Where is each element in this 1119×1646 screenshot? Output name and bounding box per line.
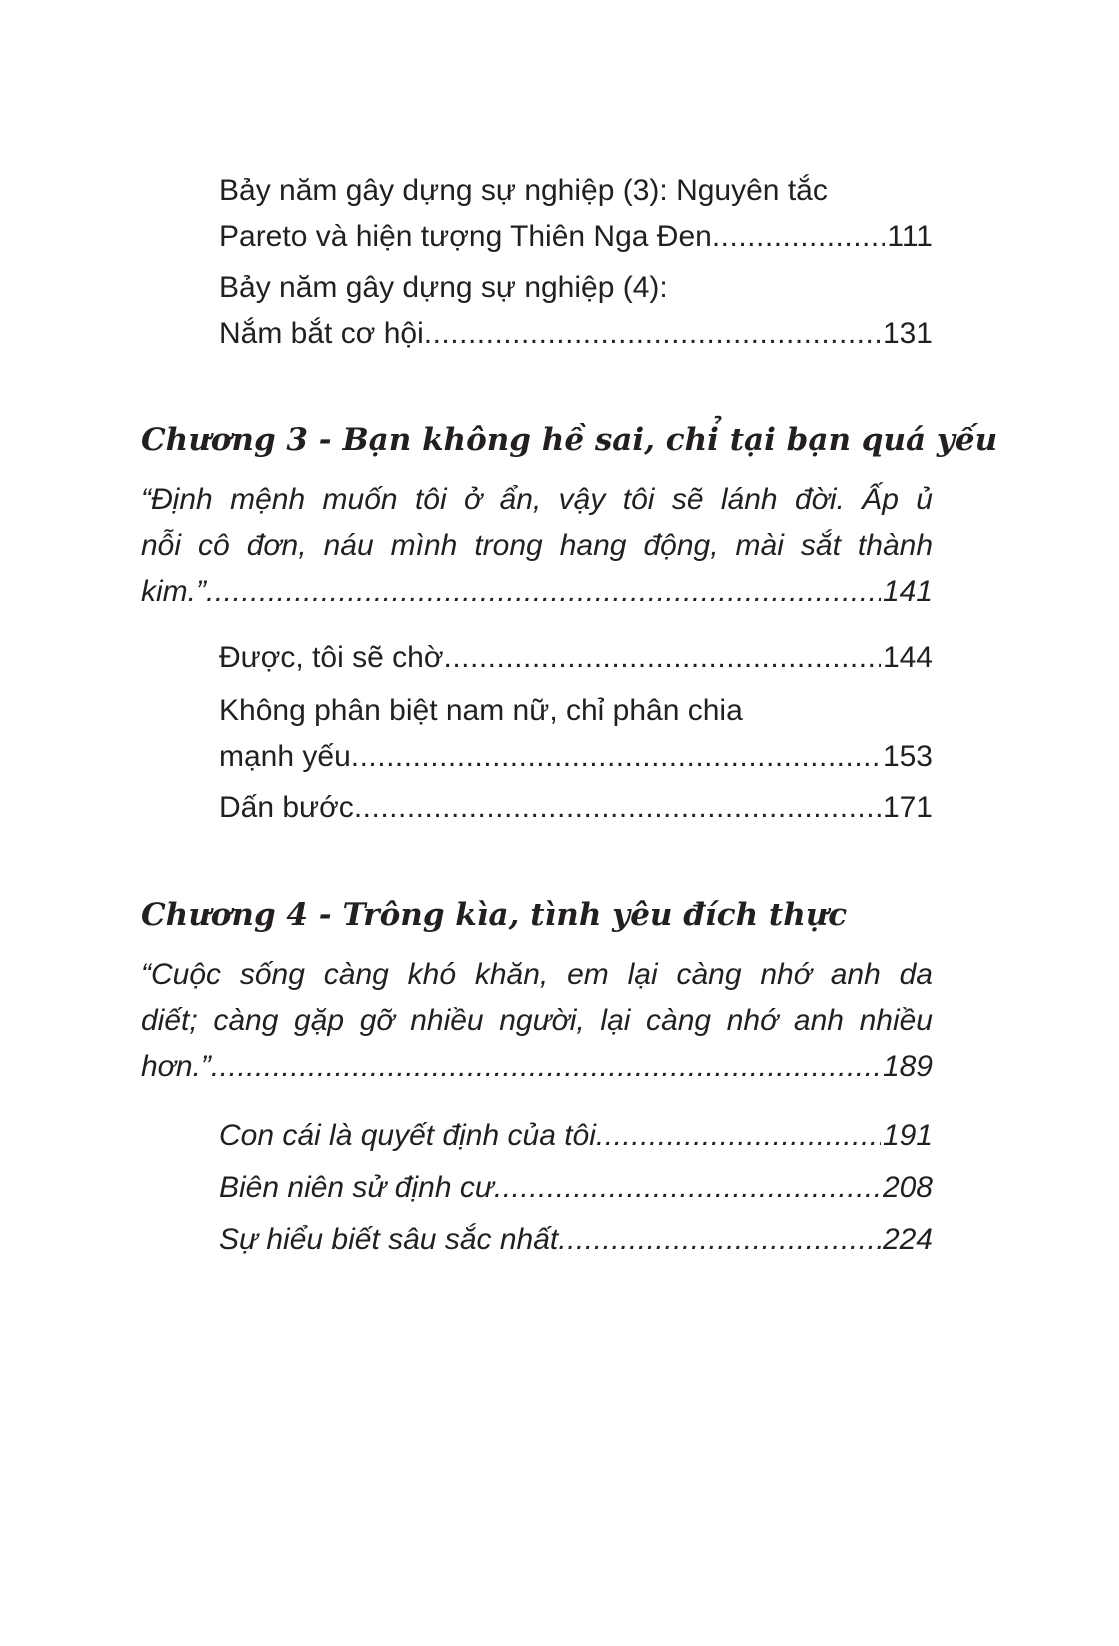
quote-line-3: kim.”	[141, 575, 206, 608]
toc-entry-title: Dấn bước	[219, 791, 354, 824]
dot-leader	[206, 569, 881, 615]
toc-entry-leader-line	[219, 311, 933, 357]
chapter-3-heading[interactable]: Chương 3 - Bạn không hề sai, chỉ tại bạn quá yếu	[141, 422, 998, 458]
toc-entry-leader-line	[219, 1113, 933, 1159]
toc-entry-page-number: 111	[887, 220, 933, 253]
quote-line-3: hơn.”	[141, 1050, 211, 1083]
toc-entry-title-line2: mạnh yếu	[219, 740, 351, 773]
chapter-4-quote-entry[interactable]	[141, 952, 933, 1090]
toc-entry-title: Sự hiểu biết sâu sắc nhất	[219, 1223, 559, 1256]
toc-entry[interactable]	[219, 1113, 933, 1159]
toc-entry-leader-line	[219, 635, 933, 681]
dot-leader	[351, 734, 881, 780]
dot-leader	[424, 311, 881, 357]
dot-leader	[712, 214, 886, 260]
toc-entry-page-number: 171	[882, 791, 933, 824]
toc-entry-title: Được, tôi sẽ chờ	[219, 641, 444, 674]
toc-entry-page-number: 191	[882, 1119, 933, 1152]
toc-entry-page-number: 224	[882, 1223, 933, 1256]
chapter-4-heading[interactable]: Chương 4 - Trông kìa, tình yêu đích thực	[141, 897, 848, 933]
toc-entry-leader-line	[219, 1217, 933, 1263]
toc-entry-page-number: 153	[882, 740, 933, 773]
quote-line-2: diết; càng gặp gỡ nhiều người, lại càng nhớ anh nhiều	[141, 1004, 933, 1037]
quote-page-number: 141	[882, 575, 933, 608]
toc-entry-page-number: 144	[882, 641, 933, 674]
toc-entry-title-line1: Không phân biệt nam nữ, chỉ phân chia	[219, 694, 743, 727]
toc-entry-leader-line	[219, 1165, 933, 1211]
toc-entry-title: Con cái là quyết định của tôi	[219, 1119, 596, 1152]
toc-entry-title: Biên niên sử định cư	[219, 1171, 494, 1204]
toc-entry-title-line2: Pareto và hiện tượng Thiên Nga Đen	[219, 220, 712, 253]
chapter-3-quote-entry[interactable]	[141, 477, 933, 615]
dot-leader	[558, 1217, 881, 1263]
dot-leader	[444, 635, 881, 681]
quote-page-number: 189	[882, 1050, 933, 1083]
toc-entry[interactable]	[219, 168, 933, 260]
quote-line-2: nỗi cô đơn, náu mình trong hang động, mài sắt thành	[141, 529, 933, 562]
toc-entry-leader-line	[219, 214, 933, 260]
toc-entry[interactable]	[219, 635, 933, 681]
dot-leader	[211, 1044, 881, 1090]
toc-entry-title-line1: Bảy năm gây dựng sự nghiệp (3): Nguyên tắc	[219, 174, 828, 207]
dot-leader	[494, 1165, 881, 1211]
dot-leader	[596, 1113, 881, 1159]
quote-leader-line	[141, 569, 933, 615]
toc-entry[interactable]	[219, 1217, 933, 1263]
toc-entry-leader-line	[219, 734, 933, 780]
toc-entry-title-line2: Nắm bắt cơ hội	[219, 317, 424, 350]
toc-entry-page-number: 131	[882, 317, 933, 350]
toc-entry[interactable]	[219, 785, 933, 831]
toc-entry[interactable]	[219, 265, 933, 357]
toc-entry-title-line1: Bảy năm gây dựng sự nghiệp (4):	[219, 271, 668, 304]
toc-entry-page-number: 208	[882, 1171, 933, 1204]
toc-entry-leader-line	[219, 785, 933, 831]
toc-entry[interactable]	[219, 688, 933, 780]
quote-line-1: “Cuộc sống càng khó khăn, em lại càng nhớ anh da	[141, 958, 933, 991]
quote-line-1: “Định mệnh muốn tôi ở ẩn, vậy tôi sẽ lánh đời. Ấp ủ	[141, 483, 933, 516]
quote-leader-line	[141, 1044, 933, 1090]
dot-leader	[354, 785, 881, 831]
toc-entry[interactable]	[219, 1165, 933, 1211]
